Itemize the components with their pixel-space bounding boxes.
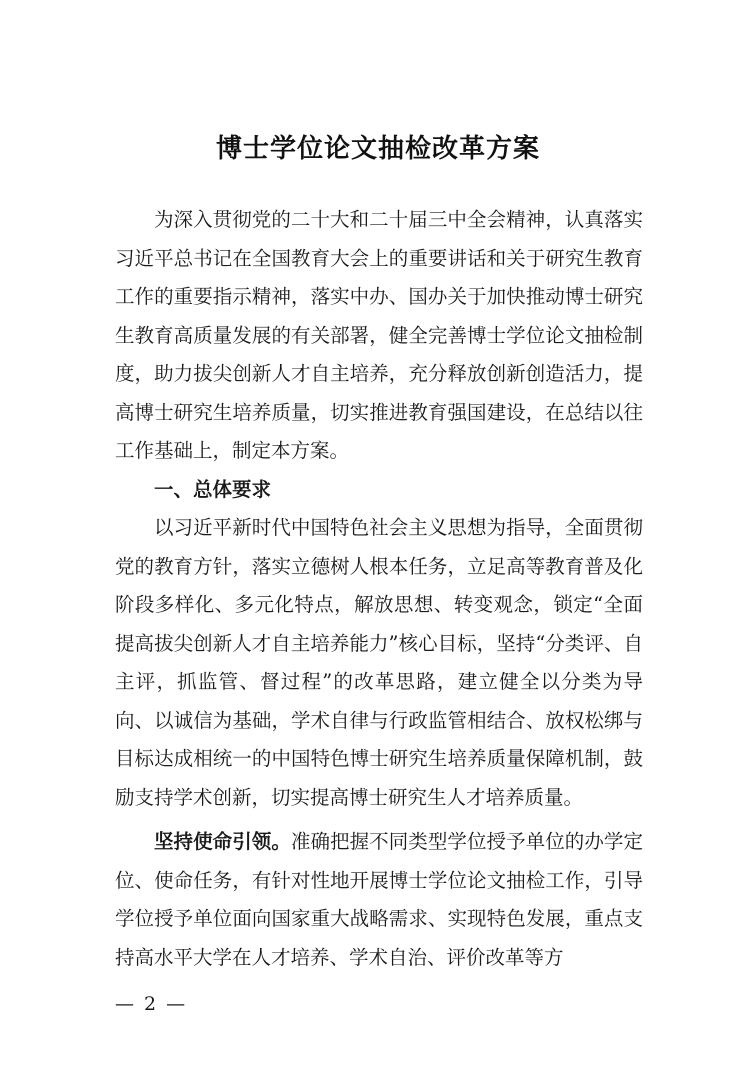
section-heading: 一、总体要求 [154,477,272,501]
principle-text: 准确把握不同类型学位授予单位的办学定位、使命任务，有针对性地开展博士学位论文抽检工作，引导学位授予单位面向国家重大战略需求、实现特色发展，重点支持高水平大学在人才培养、学术自治、评价改革等方 [115,830,643,969]
intro-paragraph: 为深入贯彻党的二十大和二十届三中全会精神，认真落实习近平总书记在全国教育大会上的重要讲话和关于研究生教育工作的重要指示精神，落实中办、国办关于加快推动博士研究生教育高质量发展的有关部署，健全完善博士学位论文抽检制度，助力拔尖创新人才自主培养，充分释放创新创造活力，提高博士研究生培养质量，切实推进教育强国建设，在总结以往工作基础上，制定本方案。 [115,208,643,462]
document-body [115,201,643,977]
section-paragraph: 以习近平新时代中国特色社会主义思想为指导，全面贯彻党的教育方针，落实立德树人根本任务，立足高等教育普及化阶段多样化、多元化特点，解放思想、转变观念，锁定“全面提高拔尖创新人才自主培养能力”核心目标，坚持“分类评、自主评，抓监管、督过程”的改革思路，建立健全以分类为导向、以诚信为基础，学术自律与行政监管相结合、放权松绑与目标达成相统一的中国特色博士研究生培养质量保障机制，鼓励支持学术创新，切实提高博士研究生人才培养质量。 [115,516,643,809]
page-number: — 2 — [115,993,188,1015]
principle-paragraph [115,823,643,977]
principle-lead: 坚持使命引领。 [154,830,291,853]
document-title: 博士学位论文抽检改革方案 [215,134,540,164]
